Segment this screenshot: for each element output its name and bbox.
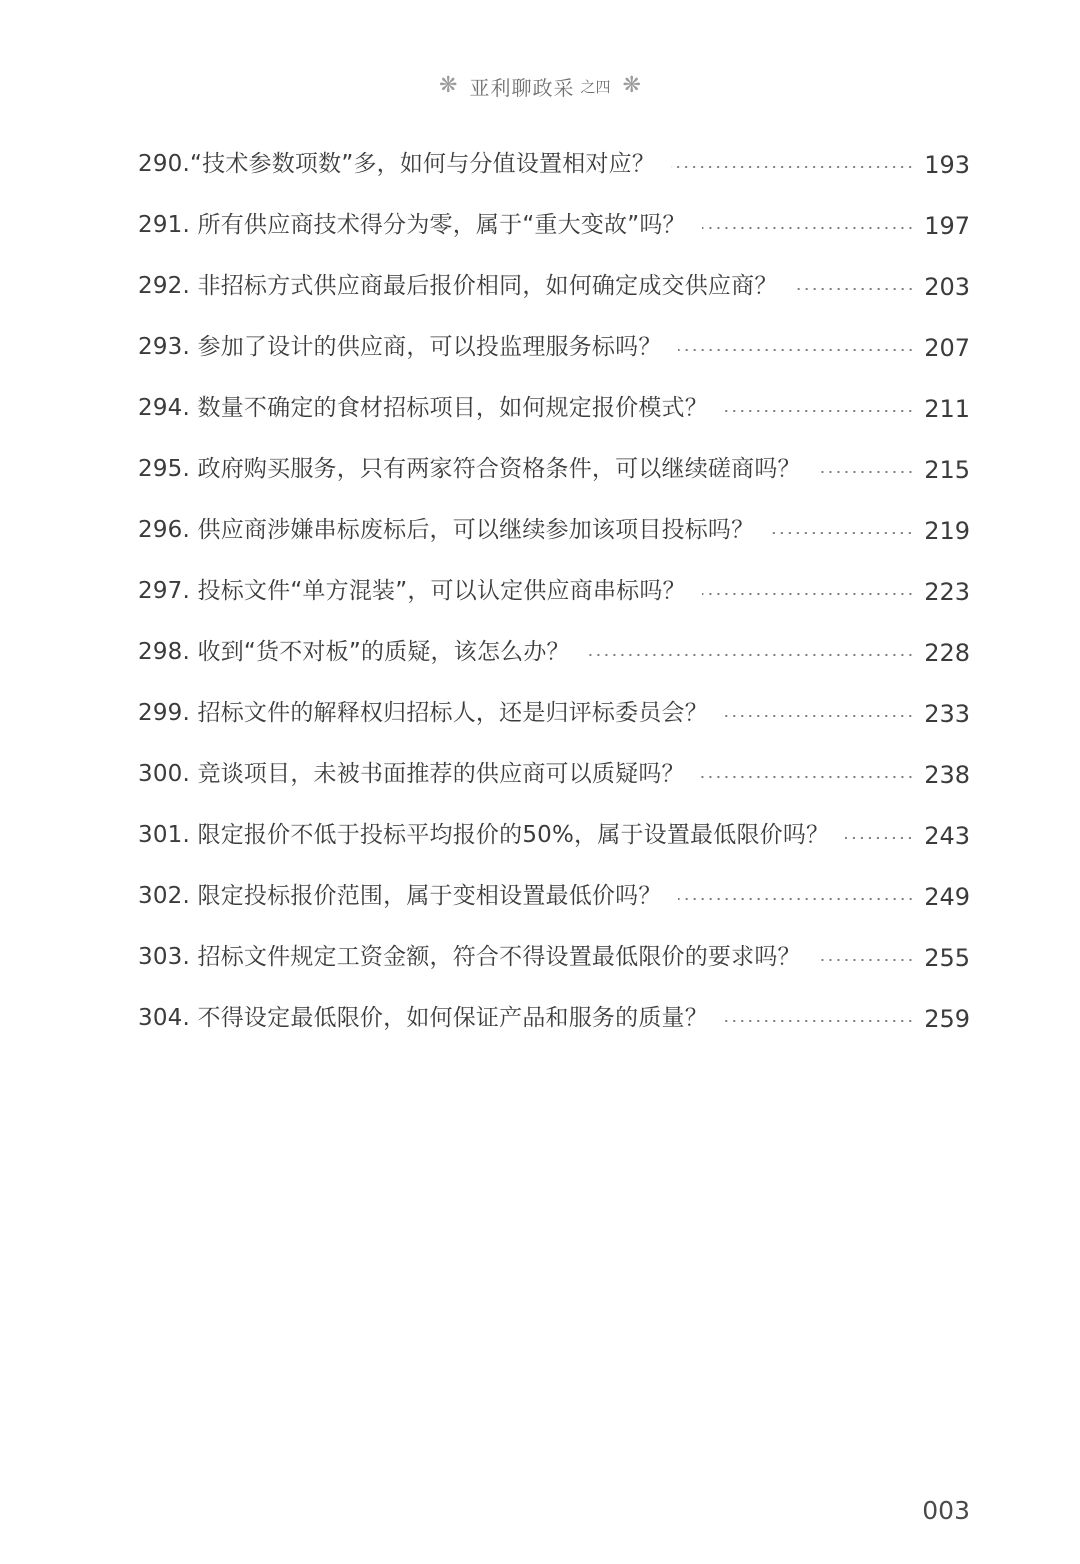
dot-leader [586,654,914,656]
toc-entry[interactable] [138,683,970,744]
toc-entry-page: 197 [924,211,970,240]
toc-entry[interactable] [138,134,970,195]
toc-entry-title: 297. 投标文件“单方混装”，可以认定供应商串标吗？ [138,578,686,604]
dot-leader [817,471,914,473]
dot-leader [678,349,915,351]
toc-entry-page: 249 [924,882,970,911]
toc-entry-title: 300. 竞谈项目，未被书面推荐的供应商可以质疑吗？ [138,761,685,787]
toc-entry[interactable] [138,622,970,683]
toc-entry[interactable] [138,317,970,378]
dot-leader [671,166,914,168]
toc-entry-page: 207 [924,333,970,362]
toc-entry-title: 299. 招标文件的解释权归招标人，还是归评标委员会？ [138,700,708,726]
dot-leader [702,593,914,595]
toc-entry[interactable] [138,256,970,317]
left-star-ornament-icon: ❋ [439,73,458,98]
toc-entry-title: 301. 限定报价不低于投标平均报价的50%，属于设置最低限价吗？ [138,822,830,848]
toc-entry-page: 223 [924,577,970,606]
toc-entry-page: 243 [924,821,970,850]
toc-entry-page: 233 [924,699,970,728]
toc-entry[interactable] [138,561,970,622]
toc-entry-title: 292. 非招标方式供应商最后报价相同，如何确定成交供应商？ [138,273,778,299]
table-of-contents [138,134,970,1049]
dot-leader [817,959,914,961]
toc-entry-title: 290.“技术参数项数”多，如何与分值设置相对应？ [138,151,656,177]
toc-entry-page: 215 [924,455,970,484]
toc-entry-title: 294. 数量不确定的食材招标项目，如何规定报价模式？ [138,395,708,421]
toc-entry[interactable] [138,378,970,439]
toc-entry-page: 259 [924,1004,970,1033]
toc-entry-title: 295. 政府购买服务，只有两家符合资格条件，可以继续磋商吗？ [138,456,801,482]
right-star-ornament-icon: ❋ [622,73,641,98]
toc-entry-title: 293. 参加了设计的供应商，可以投监理服务标吗？ [138,334,662,360]
dot-leader [845,837,914,839]
page-number: 003 [922,1496,970,1525]
book-title: 亚利聊政采 [469,75,575,100]
toc-entry[interactable] [138,927,970,988]
dot-leader [794,288,915,290]
dot-leader [701,776,914,778]
toc-entry[interactable] [138,988,970,1049]
toc-entry-title: 303. 招标文件规定工资金额，符合不得设置最低限价的要求吗？ [138,944,801,970]
toc-entry[interactable] [138,439,970,500]
toc-entry[interactable] [138,195,970,256]
toc-entry-page: 228 [924,638,970,667]
toc-entry[interactable] [138,805,970,866]
running-header [0,68,1080,104]
dot-leader [770,532,914,534]
toc-entry-title: 304. 不得设定最低限价，如何保证产品和服务的质量？ [138,1005,708,1031]
dot-leader [724,1020,914,1022]
toc-entry-page: 193 [924,150,970,179]
toc-entry[interactable] [138,744,970,805]
book-volume: 之四 [580,77,611,96]
toc-entry-title: 298. 收到“货不对板”的质疑，该怎么办？ [138,639,570,665]
toc-entry[interactable] [138,500,970,561]
dot-leader [702,227,914,229]
toc-entry-page: 238 [924,760,970,789]
toc-entry-title: 291. 所有供应商技术得分为零，属于“重大变故”吗？ [138,212,686,238]
toc-entry-title: 296. 供应商涉嫌串标废标后，可以继续参加该项目投标吗？ [138,517,755,543]
dot-leader [678,898,915,900]
toc-entry-page: 219 [924,516,970,545]
dot-leader [724,715,914,717]
toc-entry[interactable] [138,866,970,927]
toc-entry-title: 302. 限定投标报价范围，属于变相设置最低价吗？ [138,883,662,909]
dot-leader [724,410,914,412]
toc-entry-page: 203 [924,272,970,301]
toc-entry-page: 211 [924,394,970,423]
toc-entry-page: 255 [924,943,970,972]
